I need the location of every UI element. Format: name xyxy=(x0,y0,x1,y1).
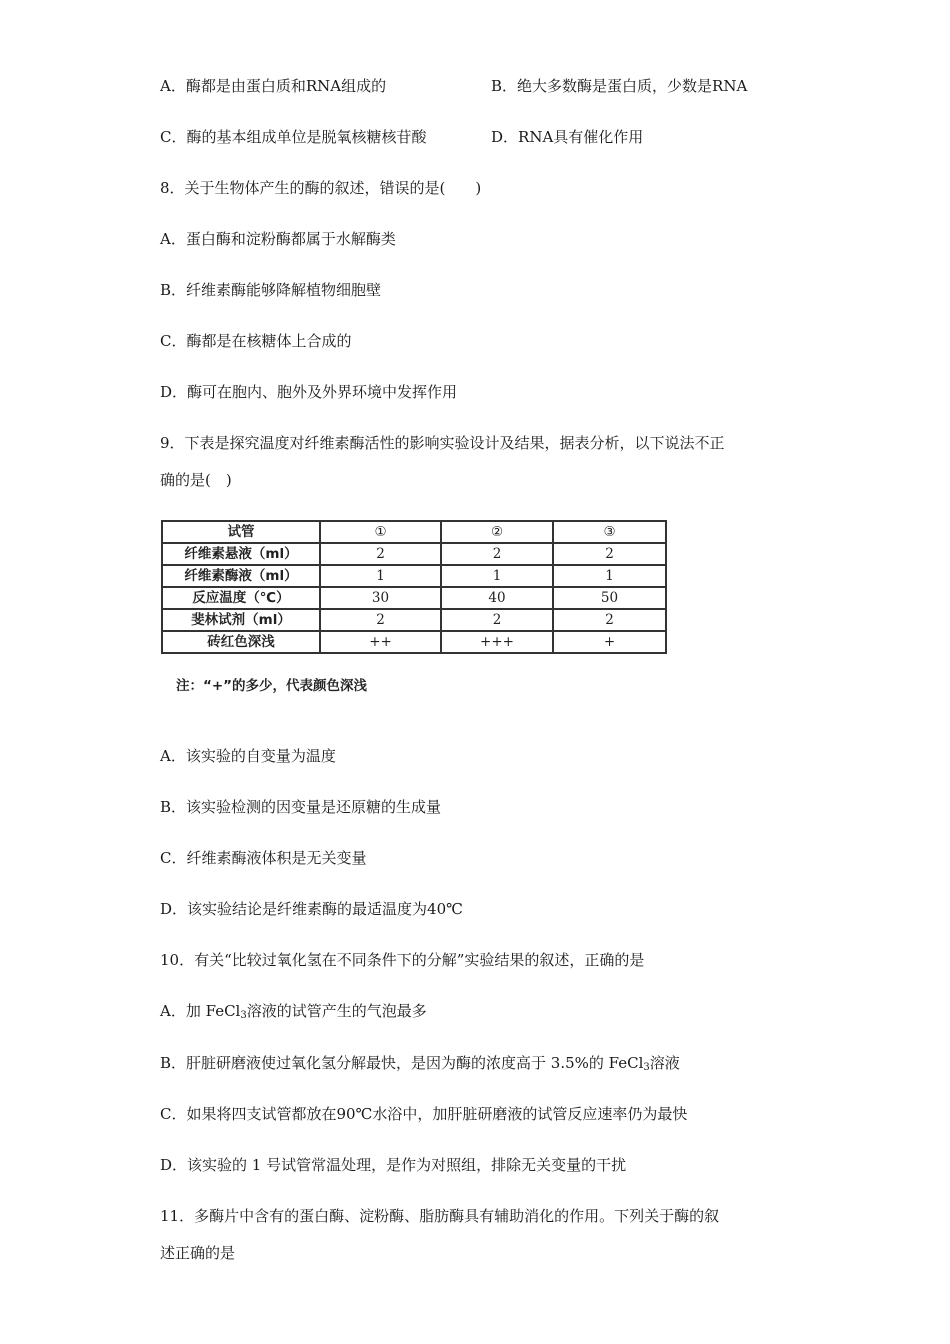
q7-option-a: A．酶都是由蛋白质和RNA组成的 xyxy=(160,77,387,95)
table-row xyxy=(162,543,666,565)
subscript: 3 xyxy=(240,1010,247,1021)
table-cell: 2 xyxy=(553,609,666,631)
q7-option-b: B．绝大多数酶是蛋白质，少数是RNA xyxy=(491,77,748,95)
q10-option-a xyxy=(160,1001,427,1021)
experiment-table xyxy=(161,520,667,654)
q8-option-b: B．纤维素酶能够降解植物细胞壁 xyxy=(160,281,382,299)
table-row xyxy=(162,565,666,587)
table-row-label: 反应温度（℃） xyxy=(162,587,320,609)
q9-option-b: B．该实验检测的因变量是还原糖的生成量 xyxy=(160,798,442,816)
table-cell: +++ xyxy=(441,631,553,653)
table-cell: 2 xyxy=(441,543,553,565)
table-cell: 2 xyxy=(553,543,666,565)
table-cell: 2 xyxy=(320,543,441,565)
table-row xyxy=(162,631,666,653)
table-cell: 2 xyxy=(441,609,553,631)
table-row xyxy=(162,587,666,609)
q10-option-c: C．如果将四支试管都放在90℃水浴中，加肝脏研磨液的试管反应速率仍为最快 xyxy=(160,1105,688,1123)
table-cell: 50 xyxy=(553,587,666,609)
table-header-cell: ① xyxy=(320,521,441,543)
table-cell: 30 xyxy=(320,587,441,609)
table-cell: 2 xyxy=(320,609,441,631)
table-cell: 1 xyxy=(441,565,553,587)
table-row xyxy=(162,609,666,631)
table-row-label: 纤维素酶液（ml） xyxy=(162,565,320,587)
table-header-cell: ③ xyxy=(553,521,666,543)
q10-option-a-text: A．加 FeCl xyxy=(160,1002,241,1020)
q8-option-c: C．酶都是在核糖体上合成的 xyxy=(160,332,352,350)
q8-stem: 8．关于生物体产生的酶的叙述，错误的是( ) xyxy=(160,179,482,197)
q9-option-d: D．该实验结论是纤维素酶的最适温度为40℃ xyxy=(160,900,463,918)
table-note: 注：“+”的多少，代表颜色深浅 xyxy=(176,678,368,694)
q8-option-a: A．蛋白酶和淀粉酶都属于水解酶类 xyxy=(160,230,396,248)
table-cell: 1 xyxy=(320,565,441,587)
q8-option-d: D．酶可在胞内、胞外及外界环境中发挥作用 xyxy=(160,383,458,401)
subscript: 3 xyxy=(643,1062,650,1073)
table-cell: 1 xyxy=(553,565,666,587)
q9-stem-line2: 确的是( ) xyxy=(160,471,232,489)
q9-option-a: A．该实验的自变量为温度 xyxy=(160,747,336,765)
q11-stem-line2: 述正确的是 xyxy=(160,1244,236,1262)
table-row-label: 纤维素悬液（ml） xyxy=(162,543,320,565)
q7-option-d: D．RNA具有催化作用 xyxy=(491,128,644,146)
table-cell: 40 xyxy=(441,587,553,609)
table-row-label: 斐林试剂（ml） xyxy=(162,609,320,631)
q10-option-d: D．该实验的 1 号试管常温处理，是作为对照组，排除无关变量的干扰 xyxy=(160,1156,627,1174)
q11-stem-line1: 11．多酶片中含有的蛋白酶、淀粉酶、脂肪酶具有辅助消化的作用。下列关于酶的叙 xyxy=(160,1207,720,1225)
q9-stem-line1: 9．下表是探究温度对纤维素酶活性的影响实验设计及结果，据表分析，以下说法不正 xyxy=(160,434,725,452)
q10-option-b xyxy=(160,1053,680,1073)
q10-option-b-text-end: 溶液 xyxy=(649,1054,680,1072)
table-header-cell: 试管 xyxy=(162,521,320,543)
table-header-row xyxy=(162,521,666,543)
q10-stem: 10．有关“比较过氧化氢在不同条件下的分解”实验结果的叙述，正确的是 xyxy=(160,951,645,969)
q7-option-c: C．酶的基本组成单位是脱氧核糖核苷酸 xyxy=(160,128,427,146)
table-cell: ++ xyxy=(320,631,441,653)
q10-option-a-text-end: 溶液的试管产生的气泡最多 xyxy=(246,1002,427,1020)
table-cell: + xyxy=(553,631,666,653)
q9-option-c: C．纤维素酶液体积是无关变量 xyxy=(160,849,367,867)
table-header-cell: ② xyxy=(441,521,553,543)
q10-option-b-text: B．肝脏研磨液使过氧化氢分解最快，是因为酶的浓度高于 3.5%的 FeCl xyxy=(160,1054,644,1072)
table-row-label: 砖红色深浅 xyxy=(162,631,320,653)
